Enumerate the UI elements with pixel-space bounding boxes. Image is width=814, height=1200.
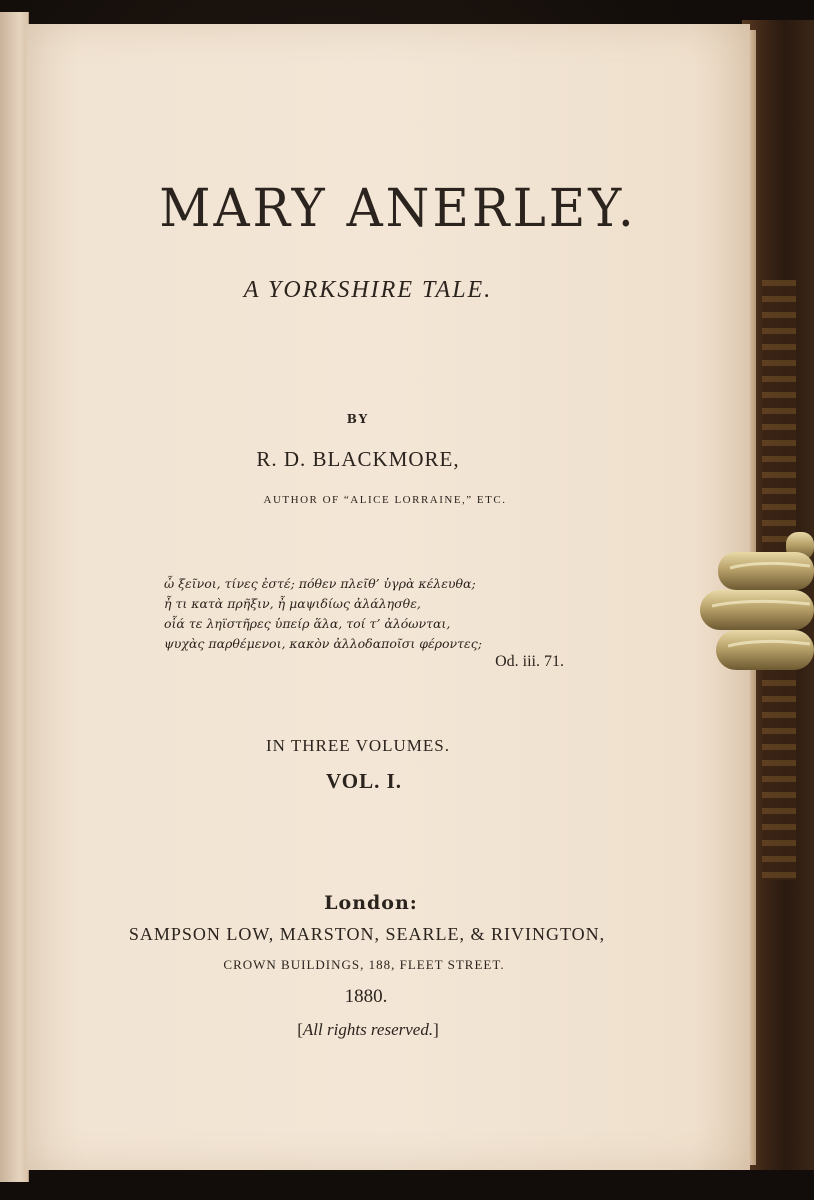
- epigraph-reference: Od. iii. 71.: [495, 653, 564, 670]
- rights-notice: [6, 1020, 730, 1040]
- epigraph-line: ψυχὰς παρθέμενοι, κακὸν ἀλλοδαποῖσι φέροντες;: [164, 636, 482, 651]
- epigraph-line: ὦ ξεῖνοι, τίνες ἐστέ; πόθεν πλεῖθ’ ὑγρὰ κέλευθα;: [164, 576, 476, 591]
- greek-epigraph: [164, 574, 564, 672]
- author-name: R. D. BLACKMORE,: [256, 447, 460, 471]
- epigraph-line: οἷά τε ληϊστῆρες ὑπείρ ἅλα, τοί τ’ ἀλόωνται,: [164, 616, 451, 631]
- epigraph-line: ἦ τι κατὰ πρῆξιν, ἦ μαψιδίως ἀλάλησθε,: [164, 596, 421, 611]
- publication-year: 1880.: [344, 986, 388, 1007]
- brass-clasp-icon: [700, 528, 814, 674]
- rights-bracket-open: [: [297, 1020, 303, 1039]
- by-line: BY: [346, 412, 370, 426]
- author-credit: AUTHOR OF “ALICE LORRAINE,” ETC.: [263, 494, 507, 506]
- volume-number: VOL. I.: [325, 769, 402, 793]
- book-subtitle: A YORKSHIRE TALE.: [243, 277, 493, 303]
- title-page: [26, 24, 750, 1170]
- book-title: MARY ANERLEY.: [159, 177, 637, 239]
- volumes-note: IN THREE VOLUMES.: [265, 736, 450, 755]
- publication-place: London:: [324, 892, 418, 914]
- publisher-name: SAMPSON LOW, MARSTON, SEARLE, & RIVINGTON,: [128, 924, 606, 944]
- publisher-address: CROWN BUILDINGS, 188, FLEET STREET.: [223, 957, 505, 972]
- rights-text: All rights reserved.: [302, 1020, 434, 1039]
- rights-bracket-close: ]: [433, 1020, 439, 1039]
